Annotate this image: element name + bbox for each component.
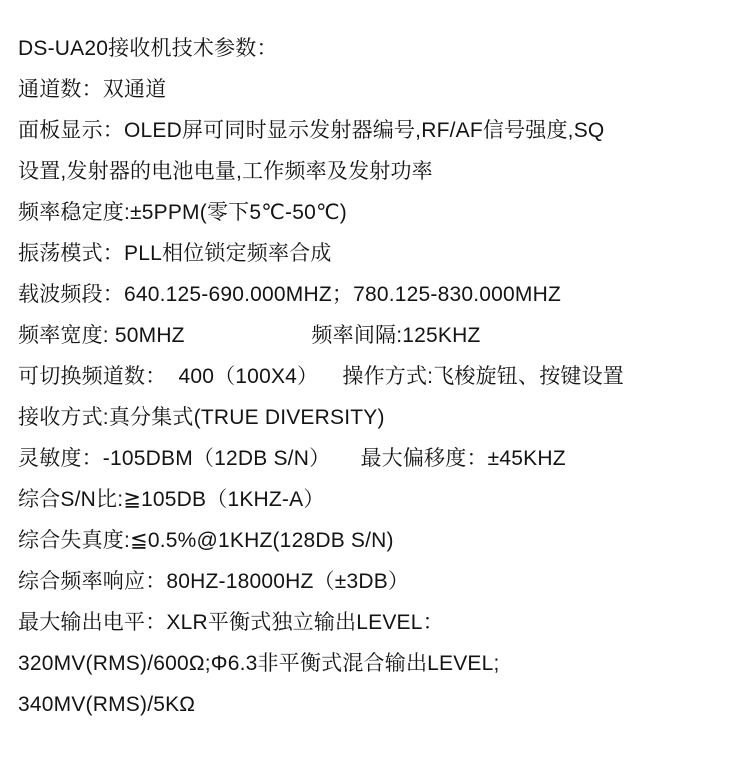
- spec-line-sn-ratio: 综合S/N比:≧105DB（1KHZ-A）: [18, 488, 325, 511]
- spec-line-display-2: 设置,发射器的电池电量,工作频率及发射功率: [18, 160, 433, 183]
- spec-line-bandwidth-spacing: 频率宽度: 50MHZ 频率间隔:125KHZ: [18, 324, 481, 347]
- spec-line-max-output-level: 最大输出电平：XLR平衡式独立输出LEVEL：: [18, 611, 444, 634]
- spec-line-receive-mode: 接收方式:真分集式(TRUE DIVERSITY): [18, 406, 385, 429]
- spec-line-display-1: 面板显示：OLED屏可同时显示发射器编号,RF/AF信号强度,SQ: [18, 119, 605, 142]
- spec-line-oscillation-mode: 振荡模式：PLL相位锁定频率合成: [18, 242, 332, 265]
- spec-line-output-320mv: 320MV(RMS)/600Ω;Φ6.3非平衡式混合输出LEVEL;: [18, 652, 500, 675]
- spec-line-channels-operation: 可切换频道数： 400（100X4） 操作方式:飞梭旋钮、按键设置: [18, 365, 625, 388]
- spec-line-channels: 通道数：双通道: [18, 78, 167, 101]
- spec-line-sensitivity-deviation: 灵敏度：-105DBM（12DB S/N） 最大偏移度：±45KHZ: [18, 447, 566, 470]
- spec-line-frequency-response: 综合频率响应：80HZ-18000HZ（±3DB）: [18, 570, 410, 593]
- page-title: DS-UA20接收机技术参数：: [18, 37, 278, 60]
- spec-line-carrier-band: 载波频段：640.125-690.000MHZ；780.125-830.000MHZ: [18, 283, 561, 306]
- spec-line-frequency-stability: 频率稳定度:±5PPM(零下5℃-50℃): [18, 201, 347, 224]
- spec-line-distortion: 综合失真度:≦0.5%@1KHZ(128DB S/N): [18, 529, 394, 552]
- spec-line-output-340mv: 340MV(RMS)/5KΩ: [18, 693, 196, 716]
